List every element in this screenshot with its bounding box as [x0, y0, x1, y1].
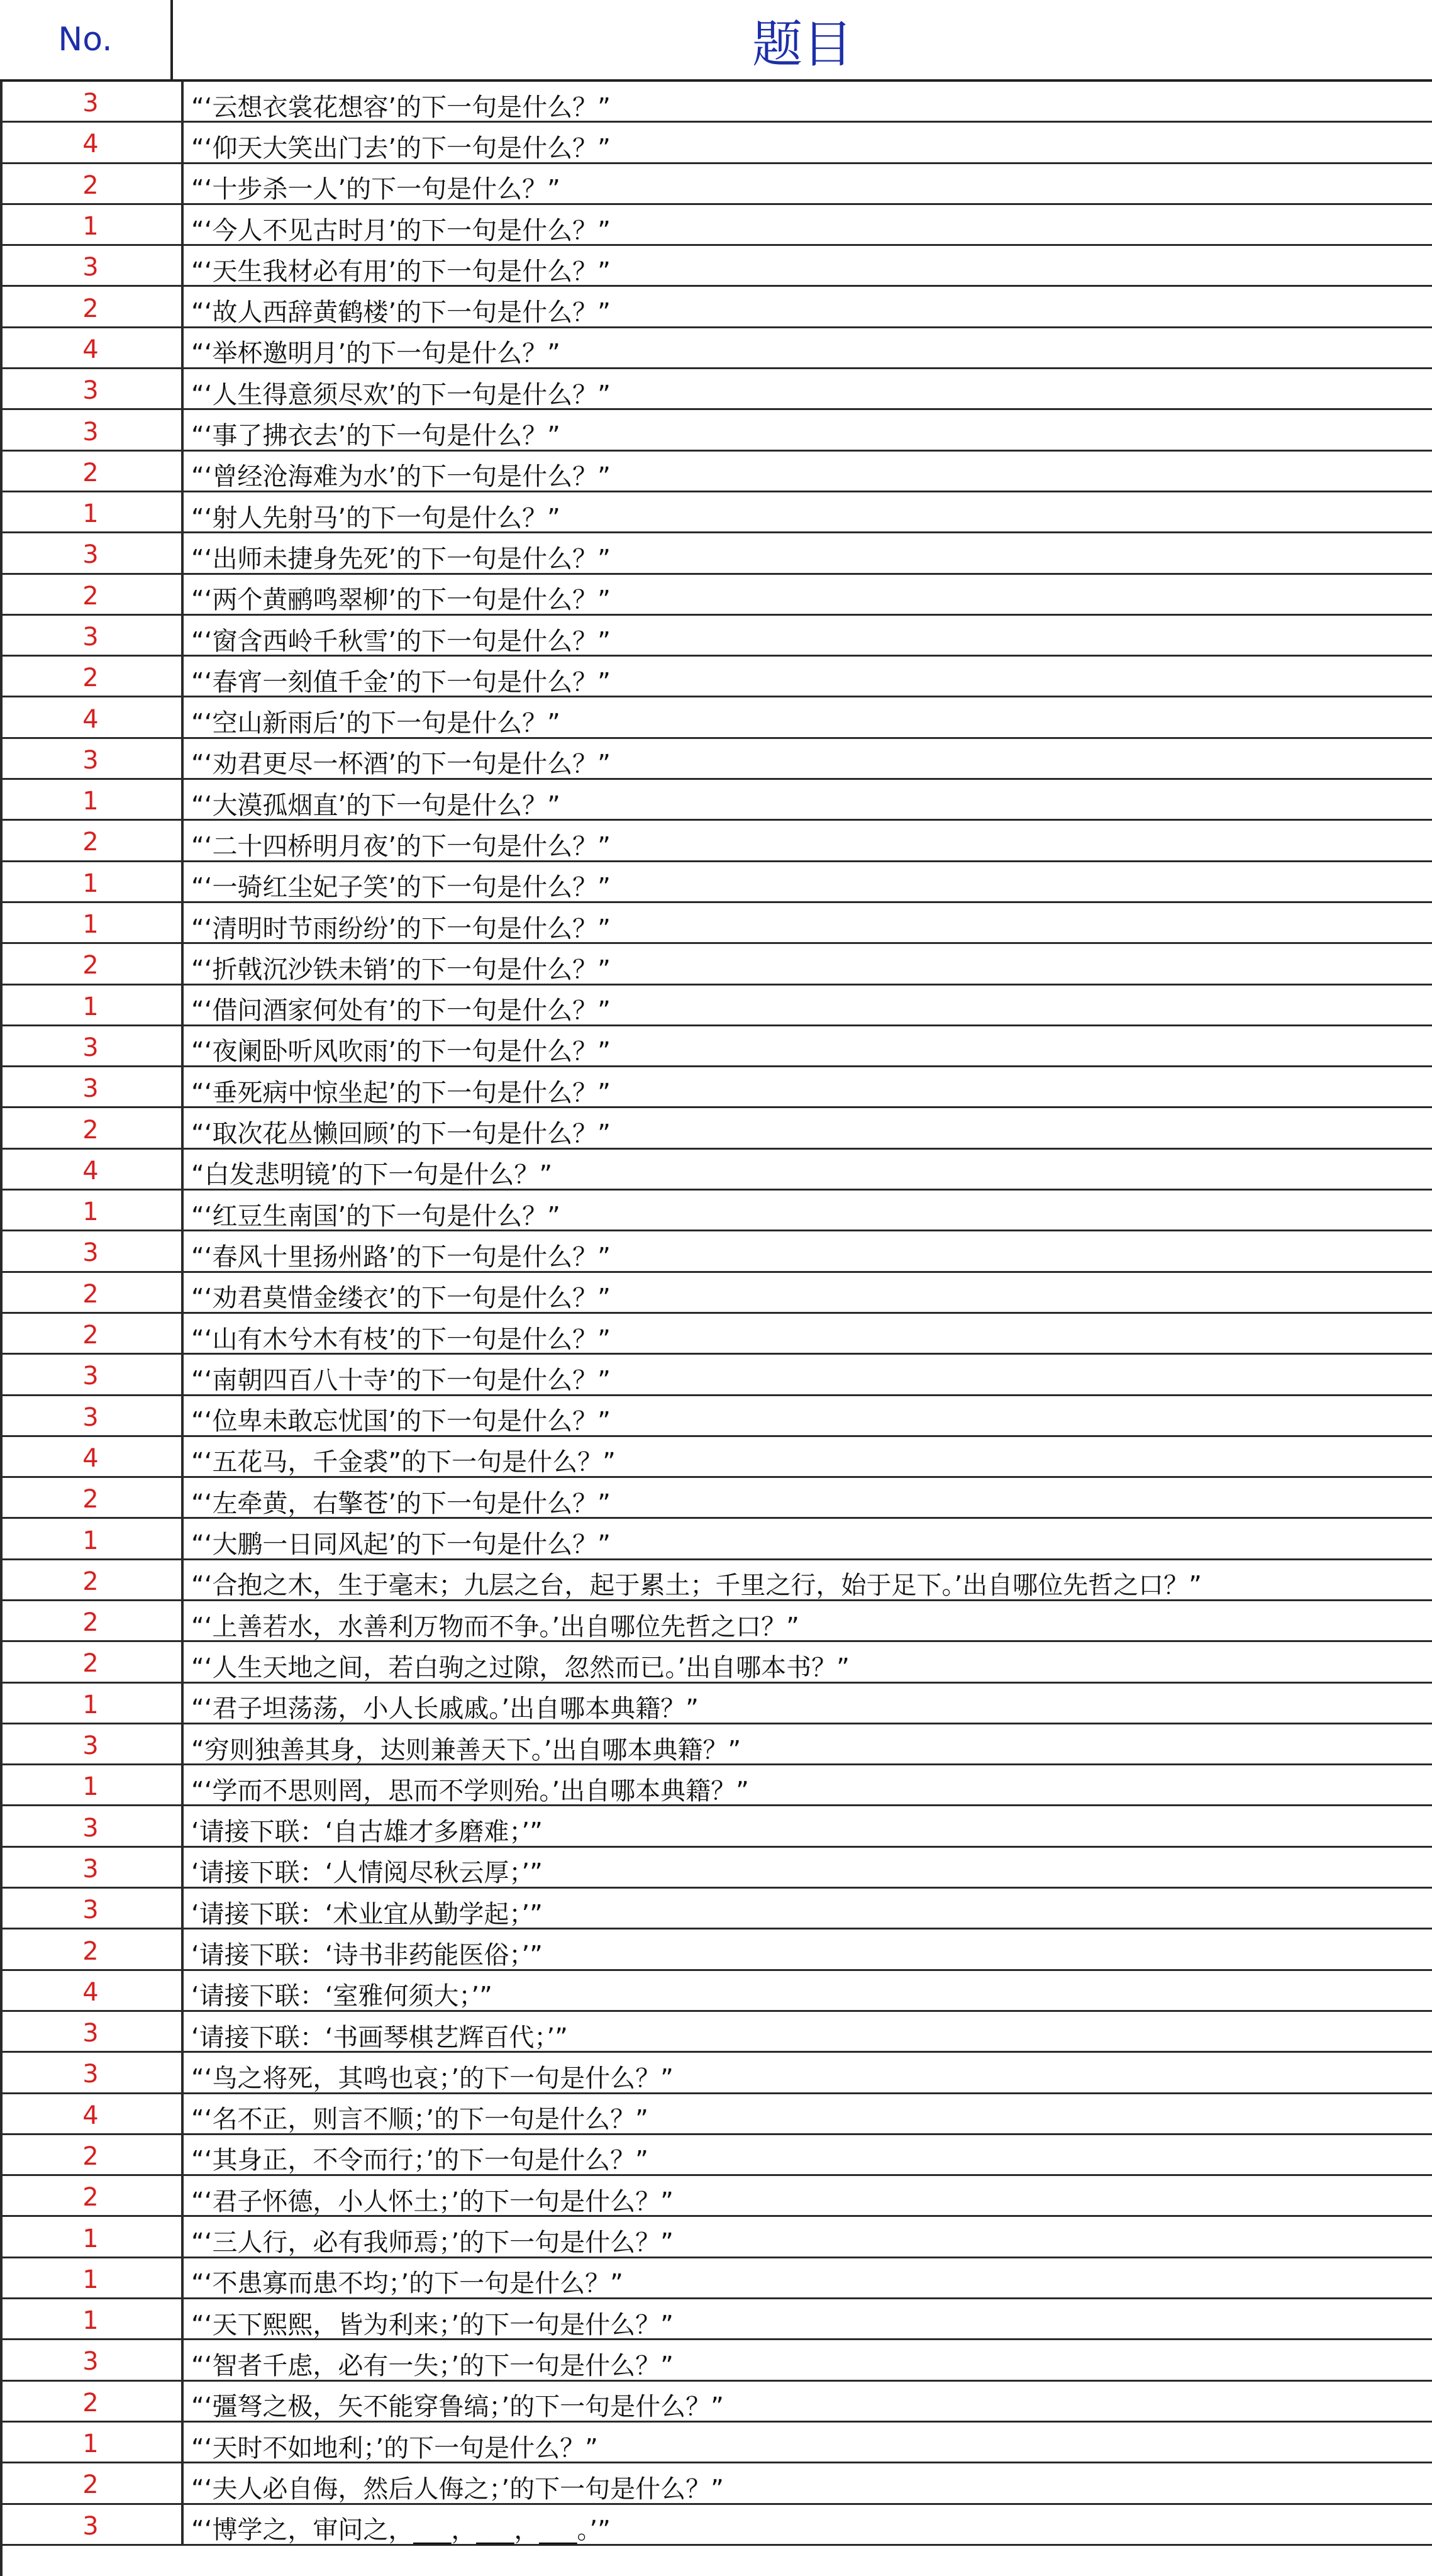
question-cell[interactable]: “‘天时不如地利；’的下一句是什么？”: [191, 2433, 598, 2463]
table-row[interactable]: [0, 2463, 1432, 2504]
row-number-cell[interactable]: 3: [0, 2340, 184, 2379]
table-row[interactable]: [0, 1396, 1432, 1437]
question-cell[interactable]: ‘请接下联：‘人情阅尽秋云厚；’”: [191, 1858, 543, 1888]
row-number-cell[interactable]: 3: [0, 1724, 184, 1763]
table-row[interactable]: [0, 1478, 1432, 1519]
question-cell[interactable]: “‘学而不思则罔，思而不学则殆。’出自哪本典籍？”: [191, 1776, 749, 1806]
question-cell[interactable]: “‘夜阑卧听风吹雨’的下一句是什么？”: [191, 1037, 611, 1067]
row-number-cell[interactable]: 2: [0, 2463, 184, 2502]
row-number-cell[interactable]: 4: [0, 1150, 184, 1189]
table-row[interactable]: [0, 780, 1432, 821]
row-number-cell[interactable]: 4: [0, 328, 184, 367]
row-number-cell[interactable]: 3: [0, 1355, 184, 1394]
table-row[interactable]: [0, 616, 1432, 657]
question-cell[interactable]: “‘春宵一刻值千金’的下一句是什么？”: [191, 667, 611, 697]
row-number-cell[interactable]: 2: [0, 2135, 184, 2174]
row-number-cell[interactable]: 1: [0, 1191, 184, 1230]
question-cell[interactable]: “‘人生得意须尽欢’的下一句是什么？”: [191, 380, 611, 409]
question-cell[interactable]: “‘天生我材必有用’的下一句是什么？”: [191, 257, 611, 286]
question-cell[interactable]: “‘夫人必自侮，然后人侮之；’的下一句是什么？”: [191, 2474, 724, 2504]
question-cell[interactable]: “‘事了拂衣去’的下一句是什么？”: [191, 421, 560, 451]
table-row[interactable]: [0, 2012, 1432, 2053]
question-cell[interactable]: “‘上善若水，水善利万物而不争。’出自哪位先哲之口？”: [191, 1612, 799, 1641]
question-cell[interactable]: “‘左牵黄，右擎苍’的下一句是什么？”: [191, 1489, 611, 1518]
question-cell[interactable]: “‘故人西辞黄鹤楼’的下一句是什么？”: [191, 298, 611, 328]
row-number-cell[interactable]: 3: [0, 1067, 184, 1106]
row-number-cell[interactable]: 2: [0, 287, 184, 326]
table-row[interactable]: [0, 657, 1432, 697]
table-row[interactable]: [0, 205, 1432, 246]
question-cell[interactable]: “‘折戟沉沙铁未销’的下一句是什么？”: [191, 955, 611, 984]
table-body: [0, 82, 1432, 2546]
row-number-cell[interactable]: 2: [0, 164, 184, 203]
row-number-cell[interactable]: 3: [0, 246, 184, 285]
question-cell[interactable]: “‘空山新雨后’的下一句是什么？”: [191, 709, 560, 738]
question-cell[interactable]: “‘南朝四百八十寺’的下一句是什么？”: [191, 1365, 611, 1395]
row-number-cell[interactable]: 1: [0, 780, 184, 819]
table-row[interactable]: [0, 246, 1432, 287]
question-cell[interactable]: “穷则独善其身，达则兼善天下。’出自哪本典籍？”: [191, 1735, 741, 1765]
question-cell[interactable]: “‘天下熙熙，皆为利来；’的下一句是什么？”: [191, 2310, 674, 2340]
table-row[interactable]: [0, 1108, 1432, 1149]
row-number-cell[interactable]: 2: [0, 2176, 184, 2215]
table-row[interactable]: [0, 1067, 1432, 1108]
table-row[interactable]: [0, 1314, 1432, 1355]
table-row[interactable]: [0, 1929, 1432, 1970]
table-row[interactable]: [0, 1971, 1432, 2012]
row-number-cell[interactable]: 3: [0, 739, 184, 778]
question-cell[interactable]: “‘君子坦荡荡，小人长戚戚。’出自哪本典籍？”: [191, 1694, 699, 1724]
question-cell[interactable]: “‘两个黄鹂鸣翠柳’的下一句是什么？”: [191, 586, 611, 615]
table-row[interactable]: [0, 492, 1432, 533]
table-row[interactable]: [0, 739, 1432, 780]
table-row[interactable]: [0, 1684, 1432, 1724]
question-cell[interactable]: “‘其身正，不令而行；’的下一句是什么？”: [191, 2146, 648, 2175]
row-number-cell[interactable]: 3: [0, 1848, 184, 1887]
question-cell[interactable]: “‘垂死病中惊坐起’的下一句是什么？”: [191, 1078, 611, 1108]
question-cell[interactable]: ‘请接下联：‘书画琴棋艺辉百代；’”: [191, 2023, 568, 2052]
table-row[interactable]: [0, 2094, 1432, 2135]
row-number-cell[interactable]: 3: [0, 2053, 184, 2092]
row-number-cell[interactable]: 2: [0, 1108, 184, 1147]
row-number-cell[interactable]: 3: [0, 410, 184, 449]
question-cell[interactable]: “‘曾经沧海难为水’的下一句是什么？”: [191, 462, 611, 492]
table-row[interactable]: [0, 2258, 1432, 2299]
question-cell[interactable]: “‘位卑未敢忘忧国’的下一句是什么？”: [191, 1407, 611, 1436]
table-row[interactable]: [0, 1150, 1432, 1191]
row-number-cell[interactable]: 4: [0, 1437, 184, 1476]
row-number-cell[interactable]: 3: [0, 369, 184, 408]
question-cell[interactable]: “‘大漠孤烟直’的下一句是什么？”: [191, 791, 560, 820]
question-cell[interactable]: “‘博学之，审问之，___，___，___。’”: [191, 2516, 611, 2545]
table-row[interactable]: [0, 697, 1432, 738]
question-cell[interactable]: “‘云想衣裳花想容’的下一句是什么？”: [191, 92, 611, 122]
question-cell[interactable]: “‘合抱之木，生于毫末；九层之台，起于累土；千里之行，始于足下。’出自哪位先哲之口？”: [191, 1571, 1202, 1601]
table-row[interactable]: [0, 1026, 1432, 1067]
table-row[interactable]: [0, 1765, 1432, 1806]
table-row[interactable]: [0, 1806, 1432, 1847]
question-cell[interactable]: ‘请接下联：‘自古雄才多磨难；’”: [191, 1818, 543, 1847]
table-row[interactable]: [0, 533, 1432, 574]
table-row[interactable]: [0, 1889, 1432, 1929]
question-cell[interactable]: “‘不患寡而患不均；’的下一句是什么？”: [191, 2269, 623, 2299]
row-number-cell[interactable]: 2: [0, 1478, 184, 1517]
row-number-cell[interactable]: 1: [0, 2258, 184, 2297]
table-row[interactable]: [0, 164, 1432, 205]
column-header-title[interactable]: 题目: [752, 14, 853, 74]
row-number-cell[interactable]: 4: [0, 1971, 184, 2010]
question-cell[interactable]: “‘劝君莫惜金缕衣’的下一句是什么？”: [191, 1284, 611, 1313]
question-cell[interactable]: “‘山有木兮木有枝’的下一句是什么？”: [191, 1324, 611, 1354]
row-number-cell[interactable]: 2: [0, 1560, 184, 1599]
row-number-cell[interactable]: 3: [0, 1889, 184, 1928]
question-cell[interactable]: “‘仰天大笑出门去’的下一句是什么？”: [191, 133, 611, 163]
table-row[interactable]: [0, 410, 1432, 451]
question-cell[interactable]: “‘窗含西岭千秋雪’的下一句是什么？”: [191, 626, 611, 656]
question-cell[interactable]: “‘三人行，必有我师焉；’的下一句是什么？”: [191, 2228, 674, 2258]
table-row[interactable]: [0, 287, 1432, 328]
table-row[interactable]: [0, 2217, 1432, 2258]
row-number-cell[interactable]: 2: [0, 1642, 184, 1681]
row-number-cell[interactable]: 3: [0, 1231, 184, 1270]
table-row[interactable]: [0, 1355, 1432, 1396]
row-number-cell[interactable]: 2: [0, 657, 184, 696]
row-number-cell[interactable]: 1: [0, 2299, 184, 2338]
table-row[interactable]: [0, 1191, 1432, 1231]
column-header-no[interactable]: No.: [0, 0, 173, 79]
table-row[interactable]: [0, 2340, 1432, 2381]
row-number-cell[interactable]: 1: [0, 1684, 184, 1723]
row-number-cell[interactable]: 1: [0, 2423, 184, 2462]
table-row[interactable]: [0, 328, 1432, 369]
table-row[interactable]: [0, 862, 1432, 903]
question-cell[interactable]: “‘二十四桥明月夜’的下一句是什么？”: [191, 831, 611, 861]
row-number-cell[interactable]: 3: [0, 1806, 184, 1845]
question-cell[interactable]: “‘君子怀德，小人怀土；’的下一句是什么？”: [191, 2187, 674, 2216]
table-row[interactable]: [0, 2135, 1432, 2176]
row-number-cell[interactable]: 3: [0, 533, 184, 572]
row-number-cell[interactable]: 2: [0, 944, 184, 983]
table-row[interactable]: [0, 903, 1432, 944]
question-cell[interactable]: “‘彊弩之极，矢不能穿鲁缟；’的下一句是什么？”: [191, 2392, 724, 2422]
row-number-cell[interactable]: 1: [0, 2217, 184, 2256]
row-number-cell[interactable]: 2: [0, 2382, 184, 2421]
row-number-cell[interactable]: 1: [0, 985, 184, 1024]
question-cell[interactable]: “‘鸟之将死，其鸣也哀；’的下一句是什么？”: [191, 2063, 674, 2093]
table-row[interactable]: [0, 985, 1432, 1026]
table-header: [0, 0, 1432, 82]
question-cell[interactable]: ‘请接下联：‘术业宜从勤学起；’”: [191, 1899, 543, 1929]
question-cell[interactable]: ‘请接下联：‘诗书非药能医俗；’”: [191, 1941, 543, 1970]
row-number-cell[interactable]: 2: [0, 575, 184, 614]
question-cell[interactable]: “‘清明时节雨纷纷’的下一句是什么？”: [191, 914, 611, 943]
row-number-cell[interactable]: 3: [0, 82, 184, 121]
question-cell[interactable]: “‘五花马，千金裘”的下一句是什么？”: [191, 1448, 616, 1477]
row-number-cell[interactable]: 1: [0, 1765, 184, 1804]
question-cell[interactable]: “‘今人不见古时月’的下一句是什么？”: [191, 216, 611, 245]
table-row[interactable]: [0, 2053, 1432, 2094]
row-number-cell[interactable]: 2: [0, 1929, 184, 1968]
row-number-cell[interactable]: 4: [0, 697, 184, 736]
question-cell[interactable]: “‘取次花丛懒回顾’的下一句是什么？”: [191, 1119, 611, 1149]
table-row[interactable]: [0, 452, 1432, 492]
table-row[interactable]: [0, 944, 1432, 985]
question-cell[interactable]: “‘人生天地之间，若白驹之过隙，忽然而已。’出自哪本书？”: [191, 1653, 850, 1682]
row-number-cell[interactable]: 4: [0, 123, 184, 162]
table-row[interactable]: [0, 1437, 1432, 1478]
row-number-cell[interactable]: 1: [0, 1519, 184, 1558]
table-row[interactable]: [0, 2382, 1432, 2423]
table-row[interactable]: [0, 2423, 1432, 2463]
table-row[interactable]: [0, 2505, 1432, 2546]
row-number-cell[interactable]: 2: [0, 821, 184, 860]
table-row[interactable]: [0, 1231, 1432, 1272]
row-number-cell[interactable]: 2: [0, 1273, 184, 1312]
table-row[interactable]: [0, 2176, 1432, 2217]
row-number-cell[interactable]: 3: [0, 2505, 184, 2544]
row-number-cell[interactable]: 2: [0, 452, 184, 491]
question-cell[interactable]: “‘红豆生南国’的下一句是什么？”: [191, 1201, 560, 1231]
table-row[interactable]: [0, 2299, 1432, 2340]
table-row[interactable]: [0, 821, 1432, 862]
table-row[interactable]: [0, 1642, 1432, 1683]
question-cell[interactable]: “‘劝君更尽一杯酒’的下一句是什么？”: [191, 750, 611, 779]
question-cell[interactable]: “‘春风十里扬州路’的下一句是什么？”: [191, 1242, 611, 1272]
table-row[interactable]: [0, 82, 1432, 123]
question-cell[interactable]: “‘射人先射马’的下一句是什么？”: [191, 503, 560, 533]
row-number-cell[interactable]: 1: [0, 492, 184, 531]
row-number-cell[interactable]: 2: [0, 1314, 184, 1353]
table-row[interactable]: [0, 1724, 1432, 1765]
question-cell[interactable]: “‘举杯邀明月’的下一句是什么？”: [191, 339, 560, 369]
row-number-cell[interactable]: 3: [0, 1396, 184, 1435]
question-cell[interactable]: “白发悲明镜’的下一句是什么？”: [191, 1160, 553, 1190]
table-row[interactable]: [0, 575, 1432, 616]
question-cell[interactable]: “‘一骑红尘妃子笑’的下一句是什么？”: [191, 873, 611, 902]
table-row[interactable]: [0, 1601, 1432, 1642]
table-row[interactable]: [0, 1519, 1432, 1560]
table-row[interactable]: [0, 123, 1432, 164]
table-row[interactable]: [0, 369, 1432, 410]
row-number-cell[interactable]: 2: [0, 1601, 184, 1640]
question-cell[interactable]: “‘名不正，则言不顺；’的下一句是什么？”: [191, 2105, 648, 2135]
row-number-cell[interactable]: 3: [0, 2012, 184, 2051]
row-number-cell[interactable]: 1: [0, 862, 184, 901]
question-cell[interactable]: “‘借问酒家何处有’的下一句是什么？”: [191, 996, 611, 1026]
question-cell[interactable]: “‘智者千虑，必有一失；’的下一句是什么？”: [191, 2351, 674, 2380]
row-number-cell[interactable]: 1: [0, 205, 184, 244]
question-cell[interactable]: “‘出师未捷身先死’的下一句是什么？”: [191, 544, 611, 574]
table-row[interactable]: [0, 1848, 1432, 1889]
row-number-cell[interactable]: 1: [0, 903, 184, 942]
question-cell[interactable]: “‘十步杀一人’的下一句是什么？”: [191, 175, 560, 204]
table-row[interactable]: [0, 1273, 1432, 1314]
row-number-cell[interactable]: 3: [0, 616, 184, 655]
question-cell[interactable]: “‘大鹏一日同风起’的下一句是什么？”: [191, 1530, 611, 1560]
table-row[interactable]: [0, 1560, 1432, 1601]
row-number-cell[interactable]: 3: [0, 1026, 184, 1065]
row-number-cell[interactable]: 4: [0, 2094, 184, 2133]
question-cell[interactable]: ‘请接下联：‘室雅何须大；’”: [191, 1982, 492, 2011]
